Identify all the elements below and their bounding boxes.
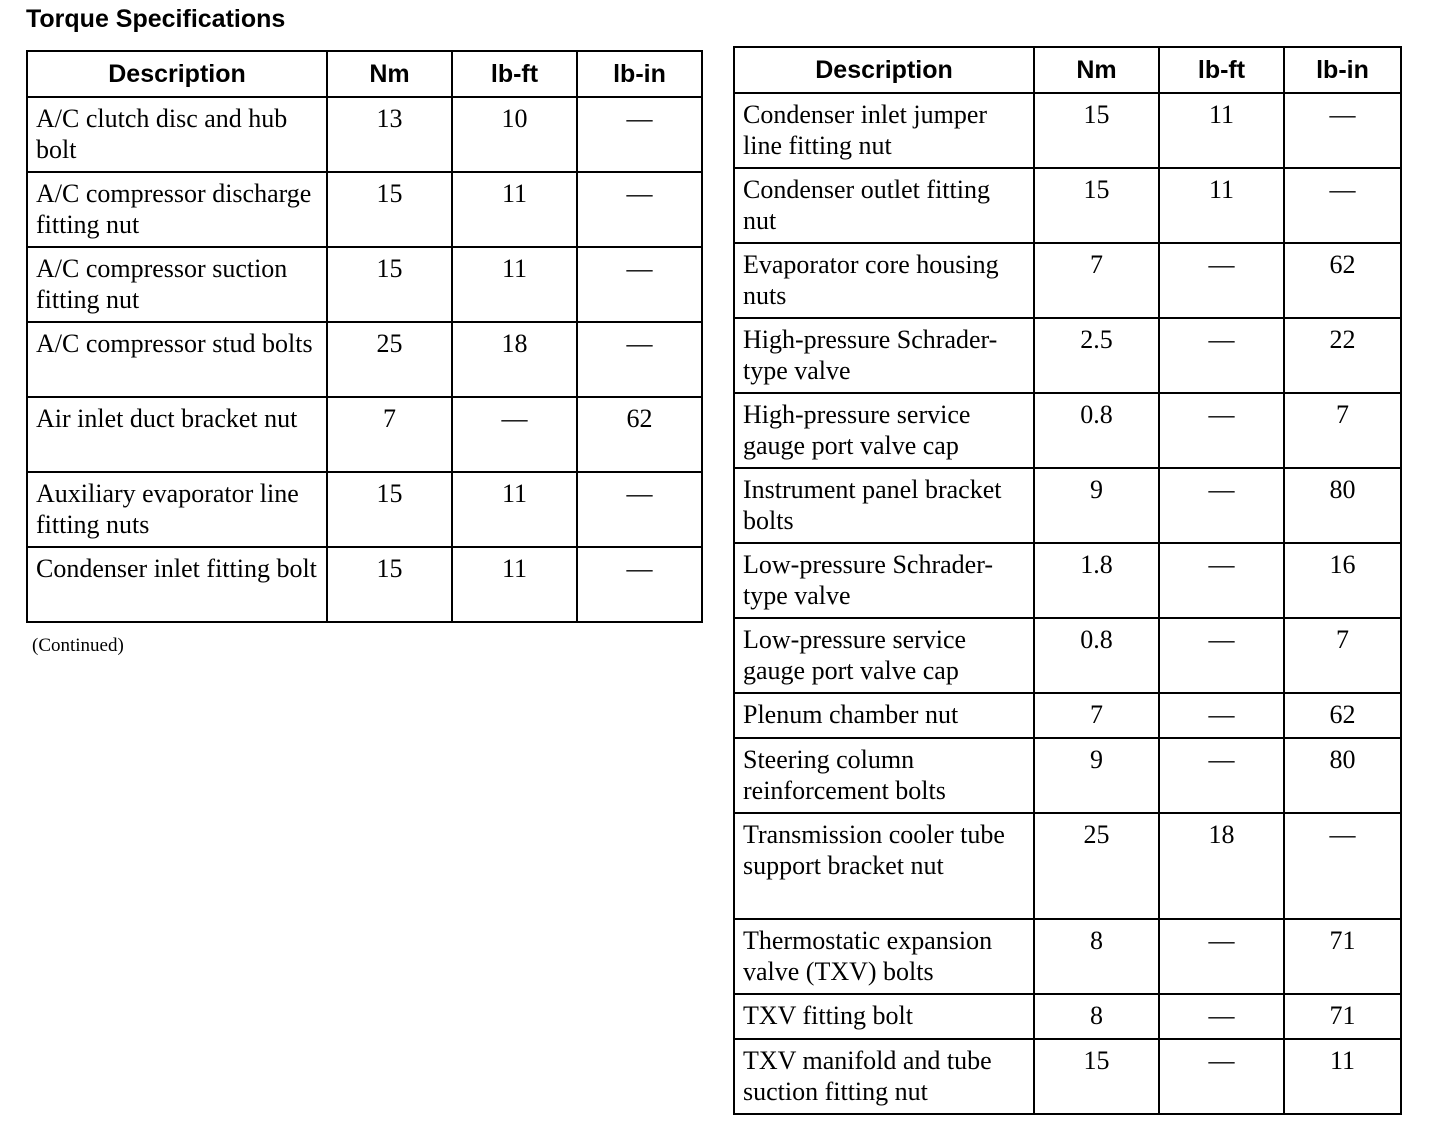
table-header-row — [734, 47, 1401, 93]
column-header-nm: Nm — [327, 51, 452, 97]
nm-cell: 2.5 — [1034, 318, 1159, 393]
description-cell: Steering column reinforcement bolts — [734, 738, 1034, 813]
table-row — [734, 318, 1401, 393]
table-row — [27, 547, 702, 622]
description-cell: Condenser inlet fitting bolt — [27, 547, 327, 622]
description-cell: Auxiliary evaporator line fitting nuts — [27, 472, 327, 547]
lbin-cell: 7 — [1284, 618, 1401, 693]
table-row — [734, 468, 1401, 543]
lbin-cell: 62 — [577, 397, 702, 472]
table-header-row — [27, 51, 702, 97]
lbin-cell: 62 — [1284, 243, 1401, 318]
lbft-cell: 11 — [452, 247, 577, 322]
nm-cell: 7 — [1034, 243, 1159, 318]
table-row — [734, 1039, 1401, 1114]
table-row — [734, 93, 1401, 168]
nm-cell: 9 — [1034, 738, 1159, 813]
nm-cell: 25 — [327, 322, 452, 397]
description-cell: A/C compressor stud bolts — [27, 322, 327, 397]
lbft-cell: — — [452, 397, 577, 472]
description-cell: High-pressure service gauge port valve cap — [734, 393, 1034, 468]
table-row — [734, 813, 1401, 919]
lbft-cell: — — [1159, 393, 1284, 468]
description-cell: Air inlet duct bracket nut — [27, 397, 327, 472]
table-row — [27, 97, 702, 172]
lbin-cell: — — [1284, 813, 1401, 919]
lbft-cell: 11 — [1159, 93, 1284, 168]
lbft-cell: — — [1159, 318, 1284, 393]
torque-table-right — [733, 46, 1402, 1115]
lbin-cell: 80 — [1284, 468, 1401, 543]
column-header-lbin: lb-in — [1284, 47, 1401, 93]
table-row — [734, 994, 1401, 1039]
lbft-cell: 10 — [452, 97, 577, 172]
nm-cell: 1.8 — [1034, 543, 1159, 618]
nm-cell: 0.8 — [1034, 618, 1159, 693]
column-header-lbft: lb-ft — [1159, 47, 1284, 93]
nm-cell: 8 — [1034, 994, 1159, 1039]
description-cell: Thermostatic expansion valve (TXV) bolts — [734, 919, 1034, 994]
lbin-cell: — — [577, 172, 702, 247]
nm-cell: 15 — [327, 547, 452, 622]
column-header-lbft: lb-ft — [452, 51, 577, 97]
table-row — [734, 693, 1401, 738]
nm-cell: 13 — [327, 97, 452, 172]
lbin-cell: — — [1284, 93, 1401, 168]
column-header-nm: Nm — [1034, 47, 1159, 93]
lbft-cell: — — [1159, 243, 1284, 318]
table-row — [734, 919, 1401, 994]
nm-cell: 7 — [1034, 693, 1159, 738]
lbin-cell: — — [577, 247, 702, 322]
description-cell: Low-pressure Schrader-type valve — [734, 543, 1034, 618]
table-row — [734, 543, 1401, 618]
nm-cell: 8 — [1034, 919, 1159, 994]
nm-cell: 9 — [1034, 468, 1159, 543]
lbft-cell: 18 — [1159, 813, 1284, 919]
table-row — [27, 172, 702, 247]
column-header-lbin: lb-in — [577, 51, 702, 97]
nm-cell: 15 — [1034, 1039, 1159, 1114]
nm-cell: 15 — [1034, 93, 1159, 168]
lbft-cell: — — [1159, 468, 1284, 543]
lbft-cell: — — [1159, 994, 1284, 1039]
lbin-cell: 11 — [1284, 1039, 1401, 1114]
lbft-cell: 18 — [452, 322, 577, 397]
lbin-cell: — — [1284, 168, 1401, 243]
nm-cell: 15 — [327, 472, 452, 547]
lbin-cell: — — [577, 547, 702, 622]
lbin-cell: 16 — [1284, 543, 1401, 618]
nm-cell: 0.8 — [1034, 393, 1159, 468]
lbft-cell: — — [1159, 1039, 1284, 1114]
lbin-cell: 62 — [1284, 693, 1401, 738]
table-row — [734, 393, 1401, 468]
page-title: Torque Specifications — [26, 5, 286, 33]
lbin-cell: 71 — [1284, 994, 1401, 1039]
table-row — [27, 247, 702, 322]
lbin-cell: 80 — [1284, 738, 1401, 813]
table-row — [27, 472, 702, 547]
description-cell: Plenum chamber nut — [734, 693, 1034, 738]
nm-cell: 15 — [327, 247, 452, 322]
lbin-cell: 7 — [1284, 393, 1401, 468]
lbft-cell: — — [1159, 919, 1284, 994]
lbft-cell: — — [1159, 618, 1284, 693]
column-header-description: Description — [27, 51, 327, 97]
table-row — [27, 322, 702, 397]
description-cell: TXV manifold and tube suction fitting nut — [734, 1039, 1034, 1114]
description-cell: Condenser inlet jumper line fitting nut — [734, 93, 1034, 168]
lbft-cell: — — [1159, 738, 1284, 813]
nm-cell: 7 — [327, 397, 452, 472]
description-cell: Evaporator core housing nuts — [734, 243, 1034, 318]
table-row — [734, 618, 1401, 693]
lbft-cell: — — [1159, 693, 1284, 738]
description-cell: Instrument panel bracket bolts — [734, 468, 1034, 543]
nm-cell: 15 — [327, 172, 452, 247]
description-cell: Condenser outlet fitting nut — [734, 168, 1034, 243]
lbft-cell: 11 — [452, 172, 577, 247]
table-row — [734, 168, 1401, 243]
lbin-cell: 22 — [1284, 318, 1401, 393]
continued-note: (Continued) — [32, 635, 124, 656]
lbft-cell: 11 — [452, 472, 577, 547]
description-cell: TXV fitting bolt — [734, 994, 1034, 1039]
lbin-cell: — — [577, 322, 702, 397]
table-row — [27, 397, 702, 472]
description-cell: Low-pressure service gauge port valve cap — [734, 618, 1034, 693]
nm-cell: 25 — [1034, 813, 1159, 919]
description-cell: A/C compressor suction fitting nut — [27, 247, 327, 322]
torque-table-left — [26, 50, 703, 623]
lbin-cell: 71 — [1284, 919, 1401, 994]
lbft-cell: 11 — [1159, 168, 1284, 243]
table-row — [734, 738, 1401, 813]
lbin-cell: — — [577, 97, 702, 172]
description-cell: A/C compressor discharge fitting nut — [27, 172, 327, 247]
lbft-cell: 11 — [452, 547, 577, 622]
table-row — [734, 243, 1401, 318]
description-cell: A/C clutch disc and hub bolt — [27, 97, 327, 172]
description-cell: High-pressure Schrader-type valve — [734, 318, 1034, 393]
column-header-description: Description — [734, 47, 1034, 93]
nm-cell: 15 — [1034, 168, 1159, 243]
description-cell: Transmission cooler tube support bracket nut — [734, 813, 1034, 919]
lbft-cell: — — [1159, 543, 1284, 618]
lbin-cell: — — [577, 472, 702, 547]
